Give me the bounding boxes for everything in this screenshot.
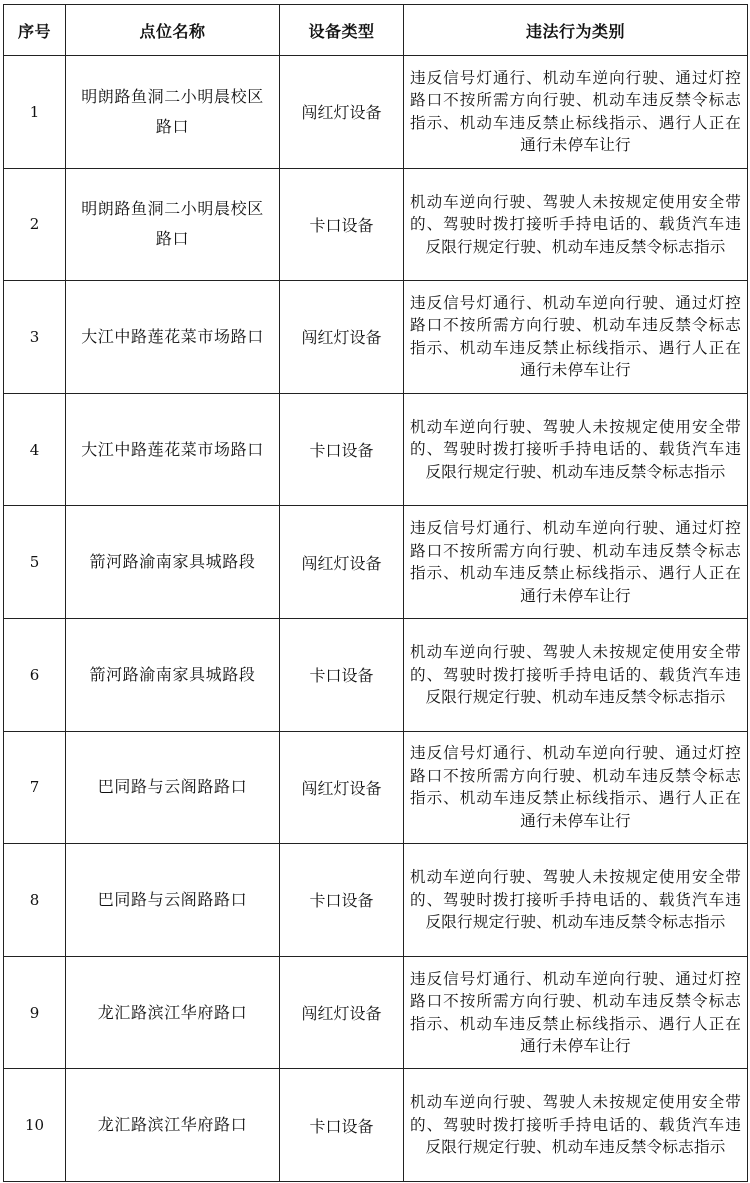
row-violations: 机动车逆向行驶、驾驶人未按规定使用安全带的、驾驶时拨打接听手持电话的、载货汽车违反限行规定行驶、机动车违反禁令标志指示 xyxy=(404,1069,748,1182)
row-violations: 违反信号灯通行、机动车逆向行驶、通过灯控路口不按所需方向行驶、机动车违反禁令标志指示、机动车违反禁止标线指示、遇行人正在通行未停车让行 xyxy=(404,506,748,619)
enforcement-locations-table xyxy=(3,4,748,1182)
row-index: 8 xyxy=(4,844,66,957)
row-location: 龙汇路滨江华府路口 xyxy=(66,956,280,1069)
table-row xyxy=(4,731,748,844)
row-device-type: 闯红灯设备 xyxy=(280,956,404,1069)
row-index: 6 xyxy=(4,618,66,731)
row-device-type: 闯红灯设备 xyxy=(280,281,404,394)
table-body xyxy=(4,56,748,1182)
table-row xyxy=(4,393,748,506)
row-location: 龙汇路滨江华府路口 xyxy=(66,1069,280,1182)
row-violations: 违反信号灯通行、机动车逆向行驶、通过灯控路口不按所需方向行驶、机动车违反禁令标志指示、机动车违反禁止标线指示、遇行人正在通行未停车让行 xyxy=(404,281,748,394)
row-index: 4 xyxy=(4,393,66,506)
row-device-type: 闯红灯设备 xyxy=(280,731,404,844)
row-index: 1 xyxy=(4,56,66,169)
table-row xyxy=(4,281,748,394)
row-device-type: 卡口设备 xyxy=(280,168,404,281)
row-device-type: 闯红灯设备 xyxy=(280,56,404,169)
row-device-type: 卡口设备 xyxy=(280,844,404,957)
table-row xyxy=(4,844,748,957)
row-location: 巴同路与云阁路路口 xyxy=(66,844,280,957)
header-device-type: 设备类型 xyxy=(280,5,404,56)
row-violations: 违反信号灯通行、机动车逆向行驶、通过灯控路口不按所需方向行驶、机动车违反禁令标志指示、机动车违反禁止标线指示、遇行人正在通行未停车让行 xyxy=(404,956,748,1069)
row-location: 明朗路鱼洞二小明晨校区路口 xyxy=(66,56,280,169)
table-row xyxy=(4,168,748,281)
row-location: 箭河路渝南家具城路段 xyxy=(66,506,280,619)
header-row xyxy=(4,5,748,56)
row-index: 2 xyxy=(4,168,66,281)
header-violation-type: 违法行为类别 xyxy=(404,5,748,56)
table-row xyxy=(4,956,748,1069)
row-violations: 机动车逆向行驶、驾驶人未按规定使用安全带的、驾驶时拨打接听手持电话的、载货汽车违反限行规定行驶、机动车违反禁令标志指示 xyxy=(404,168,748,281)
row-location: 明朗路鱼洞二小明晨校区路口 xyxy=(66,168,280,281)
row-location: 大江中路莲花菜市场路口 xyxy=(66,281,280,394)
table-row xyxy=(4,1069,748,1182)
row-violations: 机动车逆向行驶、驾驶人未按规定使用安全带的、驾驶时拨打接听手持电话的、载货汽车违反限行规定行驶、机动车违反禁令标志指示 xyxy=(404,844,748,957)
row-device-type: 卡口设备 xyxy=(280,393,404,506)
row-device-type: 卡口设备 xyxy=(280,1069,404,1182)
table-row xyxy=(4,506,748,619)
row-location: 巴同路与云阁路路口 xyxy=(66,731,280,844)
row-violations: 违反信号灯通行、机动车逆向行驶、通过灯控路口不按所需方向行驶、机动车违反禁令标志指示、机动车违反禁止标线指示、遇行人正在通行未停车让行 xyxy=(404,731,748,844)
row-index: 3 xyxy=(4,281,66,394)
row-index: 10 xyxy=(4,1069,66,1182)
table-header xyxy=(4,5,748,56)
header-location: 点位名称 xyxy=(66,5,280,56)
row-location: 箭河路渝南家具城路段 xyxy=(66,618,280,731)
header-index: 序号 xyxy=(4,5,66,56)
row-device-type: 卡口设备 xyxy=(280,618,404,731)
row-violations: 违反信号灯通行、机动车逆向行驶、通过灯控路口不按所需方向行驶、机动车违反禁令标志指示、机动车违反禁止标线指示、遇行人正在通行未停车让行 xyxy=(404,56,748,169)
row-violations: 机动车逆向行驶、驾驶人未按规定使用安全带的、驾驶时拨打接听手持电话的、载货汽车违反限行规定行驶、机动车违反禁令标志指示 xyxy=(404,618,748,731)
table-row xyxy=(4,56,748,169)
row-index: 5 xyxy=(4,506,66,619)
row-location: 大江中路莲花菜市场路口 xyxy=(66,393,280,506)
row-index: 9 xyxy=(4,956,66,1069)
row-violations: 机动车逆向行驶、驾驶人未按规定使用安全带的、驾驶时拨打接听手持电话的、载货汽车违反限行规定行驶、机动车违反禁令标志指示 xyxy=(404,393,748,506)
row-device-type: 闯红灯设备 xyxy=(280,506,404,619)
row-index: 7 xyxy=(4,731,66,844)
table-row xyxy=(4,618,748,731)
